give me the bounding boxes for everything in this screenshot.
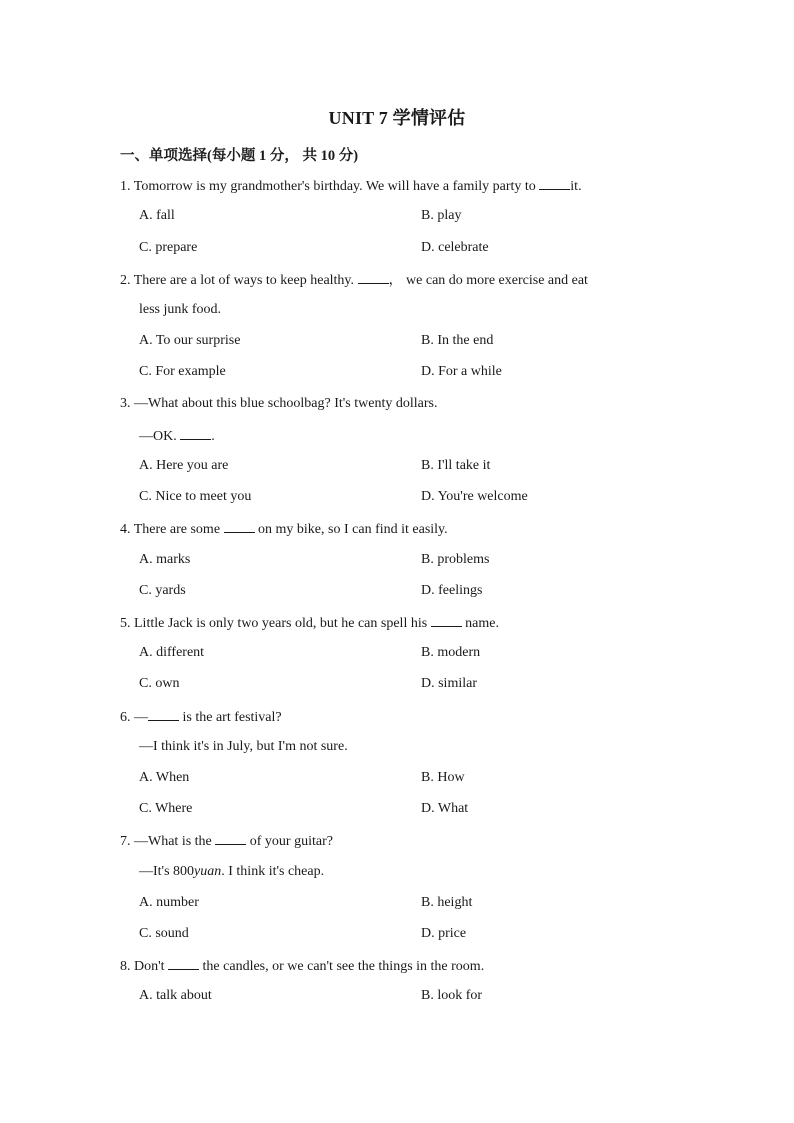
question-1-text: 1. Tomorrow is my grandmother's birthday. We will have a family party to — [120, 179, 536, 194]
question-7-option-c: C. sound — [139, 926, 189, 941]
question-3-option-a: A. Here you are — [139, 458, 229, 473]
question-5-option-d: D. similar — [421, 676, 477, 691]
question-1-option-d: D. celebrate — [421, 240, 489, 255]
question-7-stem — [120, 831, 333, 851]
question-7-reply: —It's 800 — [139, 864, 195, 879]
answer-blank — [215, 831, 246, 845]
question-3-continuation — [139, 426, 215, 446]
question-1-option-a: A. fall — [139, 208, 175, 223]
question-2-text-end: ， we can do more exercise and eat — [388, 273, 588, 288]
question-5-text: 5. Little Jack is only two years old, but he can spell his — [120, 616, 428, 631]
question-5-option-c: C. own — [139, 676, 180, 691]
page-title: UNIT 7 学情评估 — [328, 108, 466, 128]
question-7-reply-end: . I think it's cheap. — [221, 864, 325, 879]
question-5-option-b: B. modern — [421, 645, 481, 660]
answer-blank — [224, 519, 255, 533]
question-5-stem — [120, 613, 499, 633]
question-6-option-a: A. When — [139, 770, 190, 785]
question-4-option-a: A. marks — [139, 552, 191, 567]
question-6-text-end: is the art festival? — [182, 710, 282, 725]
question-2-option-a: A. To our surprise — [139, 333, 241, 348]
question-6-text: 6. — — [120, 710, 148, 725]
answer-blank — [539, 176, 570, 190]
question-6-continuation: —I think it's in July, but I'm not sure. — [139, 739, 348, 754]
question-5-text-end: name. — [465, 616, 499, 631]
question-4-option-c: C. yards — [139, 583, 186, 598]
question-7-text: 7. —What is the — [120, 834, 212, 849]
question-7-text-end: of your guitar? — [249, 834, 333, 849]
question-2-option-d: D. For a while — [421, 364, 502, 379]
answer-blank — [180, 426, 211, 440]
question-6-option-c: C. Where — [139, 801, 193, 816]
question-6-stem — [120, 707, 282, 727]
question-6-option-b: B. How — [421, 770, 465, 785]
question-3-reply: —OK. — [139, 429, 177, 444]
question-7-option-a: A. number — [139, 895, 199, 910]
answer-blank — [148, 707, 179, 721]
question-8-option-b: B. look for — [421, 988, 483, 1003]
question-4-stem — [120, 519, 448, 539]
question-3-reply-end: . — [211, 429, 215, 444]
question-2-option-c: C. For example — [139, 364, 226, 379]
question-7-option-b: B. height — [421, 895, 473, 910]
question-4-text: 4. There are some — [120, 522, 221, 537]
question-8-stem — [120, 956, 484, 976]
question-7-reply-currency: yuan — [194, 864, 222, 879]
question-3-option-b: B. I'll take it — [421, 458, 491, 473]
section-heading: 一、单项选择(每小题 1 分， 共 10 分) — [120, 148, 359, 164]
question-7-option-d: D. price — [421, 926, 467, 941]
question-1-stem — [120, 176, 582, 196]
question-4-text-end: on my bike, so I can find it easily. — [258, 522, 448, 537]
question-3-option-c: C. Nice to meet you — [139, 489, 252, 504]
question-8-option-a: A. talk about — [139, 988, 212, 1003]
answer-blank — [168, 956, 199, 970]
question-3-stem: 3. —What about this blue schoolbag? It's twenty dollars. — [120, 396, 438, 411]
question-7-continuation — [139, 863, 324, 881]
question-2-continuation: less junk food. — [139, 302, 222, 317]
question-4-option-b: B. problems — [421, 552, 490, 567]
question-1-option-b: B. play — [421, 208, 462, 223]
question-1-option-c: C. prepare — [139, 240, 198, 255]
question-2-text: 2. There are a lot of ways to keep healthy. — [120, 273, 355, 288]
question-2-option-b: B. In the end — [421, 333, 494, 348]
question-5-option-a: A. different — [139, 645, 205, 660]
question-3-option-d: D. You're welcome — [421, 489, 528, 504]
question-6-option-d: D. What — [421, 801, 469, 816]
question-4-option-d: D. feelings — [421, 583, 483, 598]
question-8-text: 8. Don't — [120, 959, 165, 974]
question-2-stem — [120, 270, 588, 290]
question-8-text-end: the candles, or we can't see the things in the room. — [202, 959, 485, 974]
answer-blank — [358, 270, 389, 284]
answer-blank — [431, 613, 462, 627]
question-1-text-end: it. — [570, 179, 582, 194]
